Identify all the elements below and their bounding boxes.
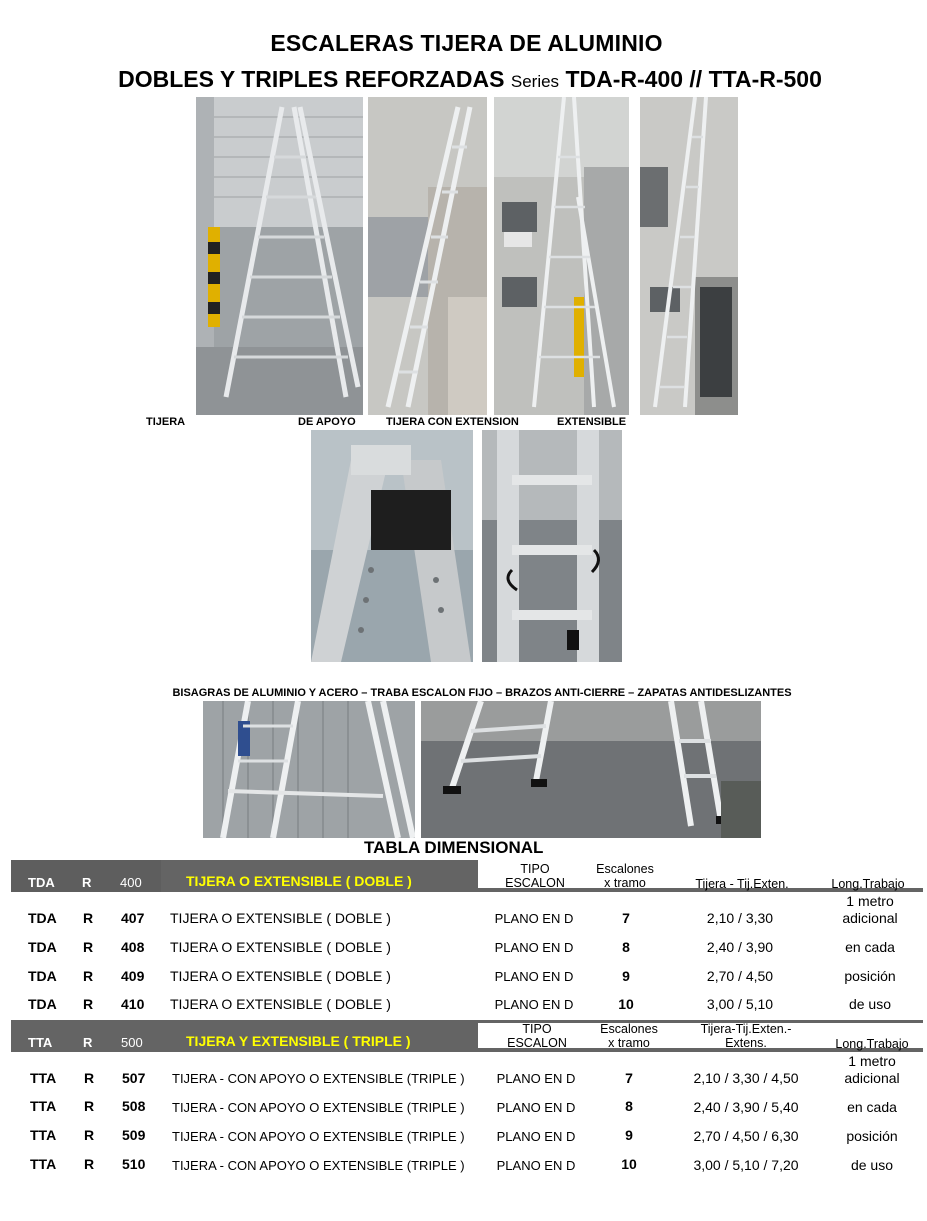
table-triple-header-tipo: TIPO ESCALON <box>507 1022 567 1050</box>
features-line: BISAGRAS DE ALUMINIO Y ACERO – TRABA ESCALON FIJO – BRAZOS ANTI-CIERRE – ZAPATAS ANTIDESLIZANTES <box>172 687 792 699</box>
row-escalones: 10 <box>618 996 634 1012</box>
table-double-header-r: R <box>82 875 92 890</box>
photo-ladder-tijera-con-extension <box>494 97 629 415</box>
row-medidas: 2,40 / 3,90 <box>706 939 774 955</box>
table-double-header-medidas: Tijera - Tij.Exten. <box>695 877 789 891</box>
photo-ladder-tijera <box>196 97 363 415</box>
caption-extensible: EXTENSIBLE <box>557 416 627 428</box>
row-name: TIJERA - CON APOYO O EXTENSIBLE (TRIPLE ) <box>172 1071 465 1086</box>
row-escalones: 9 <box>622 968 630 984</box>
row-medidas: 3,00 / 5,10 / 7,20 <box>693 1157 799 1173</box>
table-triple-header-medidas: Tijera-Tij.Exten.- Extens. <box>700 1022 792 1050</box>
row-series: TDA <box>28 968 57 984</box>
row-code: 509 <box>122 1127 146 1143</box>
row-long: en cada <box>847 1099 897 1115</box>
row-name: TIJERA - CON APOYO O EXTENSIBLE (TRIPLE ) <box>172 1129 465 1144</box>
photo-rung-detail <box>482 430 622 662</box>
row-series: TDA <box>28 996 57 1012</box>
row-long: en cada <box>845 939 895 955</box>
photo-ladder-extensible <box>640 97 738 415</box>
row-escalones: 10 <box>621 1156 637 1172</box>
row-tipo: PLANO EN D <box>494 997 574 1012</box>
row-code: 507 <box>122 1070 146 1086</box>
row-r: R <box>83 910 94 926</box>
row-medidas: 2,10 / 3,30 <box>706 910 774 926</box>
row-tipo: PLANO EN D <box>494 911 574 926</box>
row-tipo: PLANO EN D <box>494 969 574 984</box>
table-triple-header-long: Long.Trabajo <box>835 1037 909 1051</box>
row-long: 1 metro adicional <box>844 1053 900 1086</box>
row-series: TTA <box>30 1156 57 1172</box>
photo-ladder-de-apoyo <box>368 97 487 415</box>
tabla-dimensional-title: TABLA DIMENSIONAL <box>364 838 544 857</box>
row-tipo: PLANO EN D <box>496 1071 576 1086</box>
table-double-header-escalones: Escalones x tramo <box>596 862 654 890</box>
row-code: 510 <box>122 1156 146 1172</box>
subtitle-main: DOBLES Y TRIPLES REFORZADAS <box>118 66 505 92</box>
table-triple-header-r: R <box>83 1035 93 1050</box>
row-code: 410 <box>121 996 145 1012</box>
row-r: R <box>84 1127 95 1143</box>
row-medidas: 2,70 / 4,50 <box>706 968 774 984</box>
row-name: TIJERA - CON APOYO O EXTENSIBLE (TRIPLE ) <box>172 1158 465 1173</box>
row-code: 508 <box>122 1098 146 1114</box>
row-tipo: PLANO EN D <box>494 940 574 955</box>
row-medidas: 2,70 / 4,50 / 6,30 <box>693 1128 799 1144</box>
table-double-header-code: 400 <box>120 875 142 890</box>
row-code: 408 <box>121 939 145 955</box>
table-double-header-name: TIJERA O EXTENSIBLE ( DOBLE ) <box>186 873 412 889</box>
row-long: de uso <box>848 996 892 1012</box>
row-medidas: 2,10 / 3,30 / 4,50 <box>693 1070 799 1086</box>
row-medidas: 3,00 / 5,10 <box>706 996 774 1012</box>
caption-tijera: TIJERA <box>146 416 186 428</box>
caption-tijera-con-extension: TIJERA CON EXTENSION <box>386 416 519 428</box>
table-triple-header-name: TIJERA Y EXTENSIBLE ( TRIPLE ) <box>186 1033 411 1049</box>
subtitle-models: TDA-R-400 // TTA-R-500 <box>565 66 822 92</box>
row-series: TDA <box>28 939 57 955</box>
row-name: TIJERA O EXTENSIBLE ( DOBLE ) <box>170 939 391 955</box>
row-series: TDA <box>28 910 57 926</box>
row-code: 409 <box>121 968 145 984</box>
photo-hinge-detail <box>311 430 473 662</box>
subtitle-series-label: Series <box>510 72 560 91</box>
row-r: R <box>84 1098 95 1114</box>
row-name: TIJERA O EXTENSIBLE ( DOBLE ) <box>170 968 391 984</box>
row-name: TIJERA O EXTENSIBLE ( DOBLE ) <box>170 910 391 926</box>
row-code: 407 <box>121 910 145 926</box>
table-double-header-tipo: TIPO ESCALON <box>505 862 565 890</box>
table-triple-header-escalones: Escalones x tramo <box>600 1022 658 1050</box>
row-long: posición <box>846 1128 898 1144</box>
document-subtitle <box>0 66 927 93</box>
row-series: TTA <box>30 1070 57 1086</box>
row-long: posición <box>844 968 896 984</box>
row-name: TIJERA - CON APOYO O EXTENSIBLE (TRIPLE ) <box>172 1100 465 1115</box>
row-escalones: 7 <box>622 910 630 926</box>
row-medidas: 2,40 / 3,90 / 5,40 <box>693 1099 799 1115</box>
row-series: TTA <box>30 1127 57 1143</box>
row-tipo: PLANO EN D <box>496 1129 576 1144</box>
row-r: R <box>83 996 94 1012</box>
photo-anti-cierre <box>203 701 415 838</box>
row-escalones: 9 <box>625 1127 633 1143</box>
row-escalones: 8 <box>625 1098 633 1114</box>
row-escalones: 7 <box>625 1070 633 1086</box>
row-name: TIJERA O EXTENSIBLE ( DOBLE ) <box>170 996 391 1012</box>
table-double-header-series: TDA <box>28 875 55 890</box>
caption-de-apoyo: DE APOYO <box>298 416 356 428</box>
row-r: R <box>83 939 94 955</box>
row-long: 1 metro adicional <box>842 893 898 926</box>
table-double-header-long: Long.Trabajo <box>831 877 905 891</box>
document-title: ESCALERAS TIJERA DE ALUMINIO <box>270 30 663 56</box>
row-long: de uso <box>850 1157 894 1173</box>
row-r: R <box>84 1070 95 1086</box>
row-series: TTA <box>30 1098 57 1114</box>
row-escalones: 8 <box>622 939 630 955</box>
table-triple-header-code: 500 <box>121 1035 143 1050</box>
row-tipo: PLANO EN D <box>496 1158 576 1173</box>
row-r: R <box>84 1156 95 1172</box>
photo-zapatas <box>421 701 761 838</box>
row-tipo: PLANO EN D <box>496 1100 576 1115</box>
row-r: R <box>83 968 94 984</box>
table-triple-header-series: TTA <box>28 1035 53 1050</box>
